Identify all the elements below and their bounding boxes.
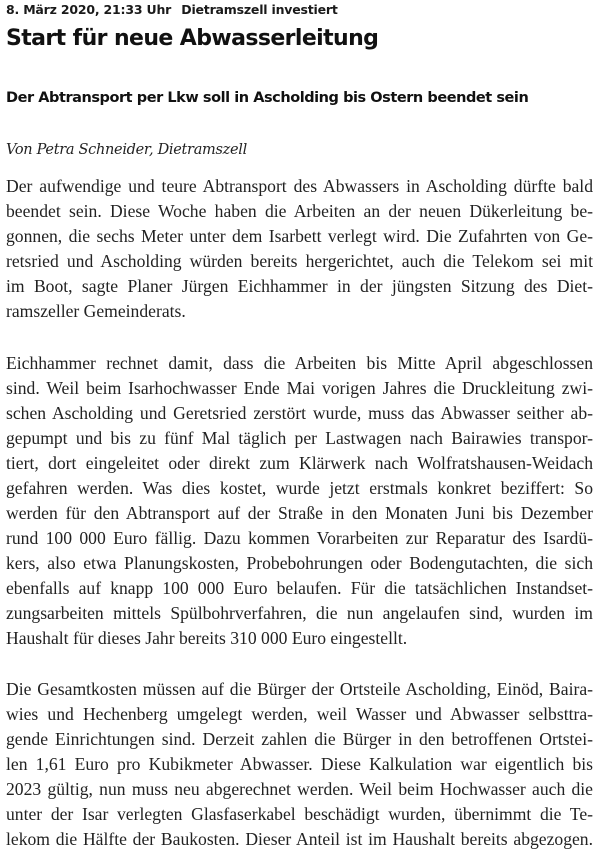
text-line: Die Gesamtkosten müssen auf die Bürger der Ortsteile Ascholding, Einöd, Baira-	[6, 679, 593, 699]
text-line: gonnen, die sechs Meter unter dem Isarbett verlegt wird. Die Zufahrten von Ge-	[6, 226, 593, 246]
text-line: 2023 gültig, nun muss neu abgerechnet werden. Weil beim Hochwasser auch die	[6, 779, 593, 799]
text-line: retsried und Ascholding würden bereits hergerichtet, auch die Telekom sei mit	[6, 251, 593, 271]
text-line: Haushalt für dieses Jahr bereits 310 000 Euro eingestellt.	[6, 628, 408, 648]
text-line: schen Ascholding und Geretsried zerstört wurde, muss das Abwasser seither ab-	[6, 403, 593, 423]
text-line: lekom die Hälfte der Baukosten. Dieser Anteil ist im Haushalt bereits abgezogen.	[6, 829, 593, 849]
text-line: Eichhammer rechnet damit, dass die Arbeiten bis Mitte April abgeschlossen	[6, 353, 593, 373]
text-line: tiert, dort eingeleitet oder direkt zum Klärwerk nach Wolfratshausen-Weidach	[6, 453, 593, 473]
text-line: Der aufwendige und teure Abtransport des Abwassers in Ascholding dürfte bald	[6, 176, 593, 196]
text-line: ramszeller Gemeinderats.	[6, 301, 186, 321]
article-meta	[6, 2, 338, 17]
text-line: werden für den Abtransport auf der Straße in den Monaten Juni bis Dezember	[6, 503, 593, 523]
text-line: len 1,61 Euro pro Kubikmeter Abwasser. Diese Kalkulation war eigentlich bis	[6, 754, 593, 774]
publish-date: 8. März 2020, 21:33 Uhr	[6, 2, 172, 17]
text-line: gefahren werden. Was dies kostet, wurde jetzt erstmals konkret beziffert: So	[6, 478, 593, 498]
article-subheadline: Der Abtransport per Lkw soll in Ascholding bis Ostern beendet sein	[6, 90, 529, 106]
text-line: gende Einrichtungen sind. Derzeit zahlen die Bürger in den betroffenen Ortstei-	[6, 729, 593, 749]
body-paragraph-3	[6, 677, 593, 852]
body-paragraph-2	[6, 351, 593, 651]
text-line: ebenfalls auf knapp 100 000 Euro belaufen. Für die tatsächlichen Instandset-	[6, 578, 593, 598]
text-line: sind. Weil beim Isarhochwasser Ende Mai vorigen Jahres die Druckleitung zwi-	[6, 378, 593, 398]
text-line: unter der Isar verlegten Glasfaserkabel beschädigt wurden, übernimmt die Te-	[6, 804, 593, 824]
author-byline: Von Petra Schneider, Dietramszell	[6, 142, 247, 158]
text-line: zungsarbeiten mittels Spülbohrverfahren, die nun angelaufen sind, wurden im	[6, 603, 593, 623]
text-line: wies und Hechenberg umgelegt werden, weil Wasser und Abwasser selbsttra-	[6, 704, 593, 724]
body-paragraph-1	[6, 174, 593, 324]
text-line: beendet sein. Diese Woche haben die Arbeiten an der neuen Dükerleitung be-	[6, 201, 593, 221]
text-line: im Boot, sagte Planer Jürgen Eichhammer in der jüngsten Sitzung des Diet-	[6, 276, 593, 296]
article-headline: Start für neue Abwasserleitung	[6, 26, 379, 51]
topic-label: Dietramszell investiert	[181, 2, 338, 17]
text-line: kers, also etwa Planungskosten, Probebohrungen oder Bodengutachten, die sich	[6, 553, 593, 573]
text-line: gepumpt und bis zu fünf Mal täglich per Lastwagen nach Bairawies transpor-	[6, 428, 593, 448]
text-line: rund 100 000 Euro fällig. Dazu kommen Vorarbeiten zur Reparatur des Isardü-	[6, 528, 593, 548]
